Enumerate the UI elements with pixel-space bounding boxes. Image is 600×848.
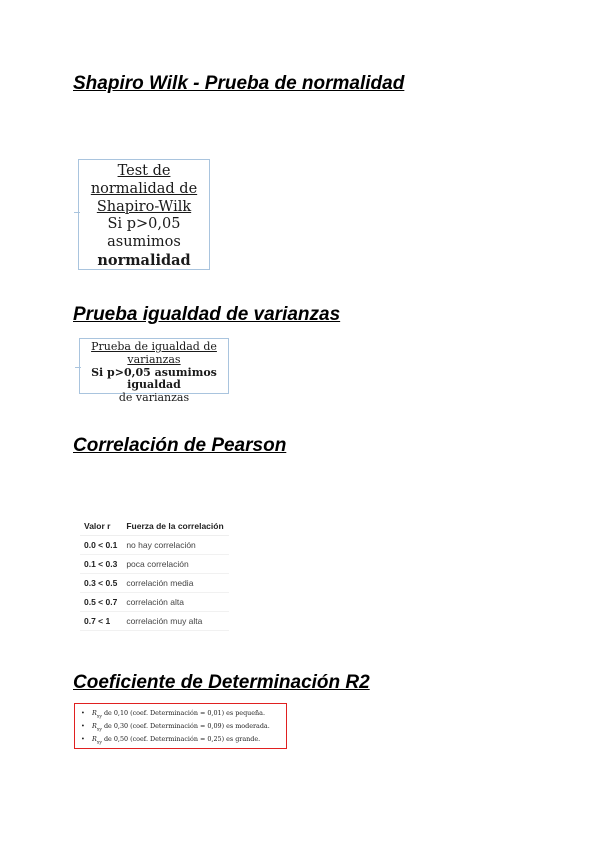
shapiro-wilk-note-box xyxy=(78,159,210,270)
box-line: Test de xyxy=(117,163,171,179)
column-header: Fuerza de la correlación xyxy=(122,516,228,536)
list-item xyxy=(81,707,286,720)
box-line: Shapiro-Wilk xyxy=(96,198,192,215)
box-line-text: Si p>0,05 xyxy=(107,216,181,233)
table-cell: correlación muy alta xyxy=(122,612,228,631)
varianzas-note-box xyxy=(79,338,229,405)
box-line: Si p>0,05 asumimos igualdad xyxy=(91,365,217,392)
heading-shapiro-wilk: Shapiro Wilk - Prueba de normalidad xyxy=(73,73,405,94)
bullet-icon: • xyxy=(81,722,85,730)
list-item xyxy=(81,733,286,746)
box-line: asumimos xyxy=(107,234,181,251)
table-cell: correlación alta xyxy=(122,593,228,612)
box-line: Prueba de igualdad de xyxy=(91,340,217,353)
heading-coeficiente-determinacion: Coeficiente de Determinación R2 xyxy=(73,672,370,693)
r-symbol: R xyxy=(92,735,97,743)
table-cell: correlación media xyxy=(122,574,228,593)
table-row xyxy=(80,574,229,593)
correlation-strength-table xyxy=(80,516,229,631)
table-row xyxy=(80,593,229,612)
r-subscript: xy xyxy=(96,727,102,733)
table-cell: 0.5 < 0.7 xyxy=(80,593,122,612)
box-line: normalidad xyxy=(97,251,191,269)
table-cell: 0.1 < 0.3 xyxy=(80,555,122,574)
box-line: normalidad de xyxy=(90,180,198,197)
box-connector xyxy=(75,367,81,368)
table-cell: no hay correlación xyxy=(122,536,228,555)
table-cell: poca correlación xyxy=(122,555,228,574)
table-header-row xyxy=(80,516,229,536)
r-subscript: xy xyxy=(96,714,102,720)
table-cell: 0.3 < 0.5 xyxy=(80,574,122,593)
table-row xyxy=(80,612,229,631)
table-cell: 0.0 < 0.1 xyxy=(80,536,122,555)
table-row xyxy=(80,555,229,574)
table-cell: 0.7 < 1 xyxy=(80,612,122,631)
r-symbol: R xyxy=(92,722,97,730)
r-subscript: xy xyxy=(96,740,102,746)
box-connector xyxy=(74,212,80,213)
list-item-text: de 0,50 (coef. Determinación = 0,25) es grande. xyxy=(101,735,261,743)
column-header: Valor r xyxy=(80,516,122,536)
r2-list xyxy=(81,707,286,746)
bullet-icon: • xyxy=(81,735,85,743)
list-item-text: de 0,10 (coef. Determinación = 0,01) es pequeña. xyxy=(101,709,266,717)
box-line xyxy=(79,216,209,234)
table-row xyxy=(80,536,229,555)
r2-interpretation-box xyxy=(74,703,287,749)
list-item-text: de 0,30 (coef. Determinación = 0,09) es moderada. xyxy=(101,722,270,730)
heading-correlacion-pearson: Correlación de Pearson xyxy=(73,435,287,456)
r-symbol: R xyxy=(92,709,97,717)
heading-igualdad-varianzas: Prueba igualdad de varianzas xyxy=(73,304,341,325)
list-item xyxy=(81,720,286,733)
box-line: varianzas xyxy=(127,352,181,366)
bullet-icon: • xyxy=(81,709,85,717)
box-line: de varianzas xyxy=(118,391,190,405)
